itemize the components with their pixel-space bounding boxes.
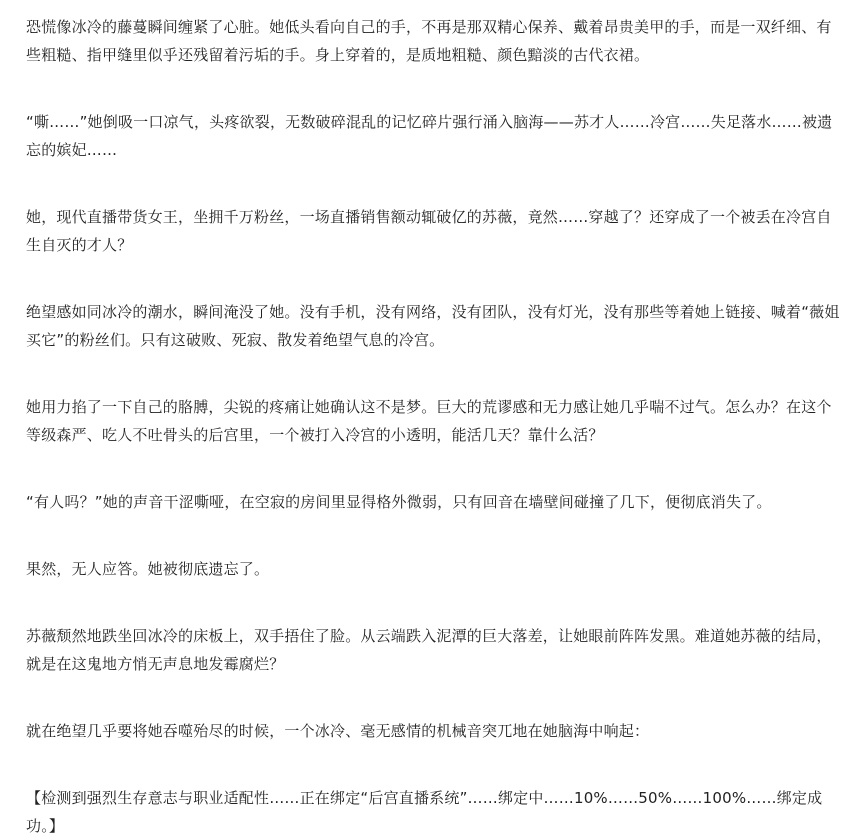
paragraph-1: 恐慌像冰冷的藤蔓瞬间缠紧了心脏。她低头看向自己的手，不再是那双精心保养、戴着昂贵美甲的手，而是一双纤细、有些粗糙、指甲缝里似乎还残留着污垢的手。身上穿着的，是质地粗糙、颜色黯淡的古代衣裙。 (26, 18, 832, 64)
paragraph-4: 绝望感如同冰冷的潮水，瞬间淹没了她。没有手机，没有网络，没有团队，没有灯光，没有那些等着她上链接、喊着“薇姐买它”的粉丝们。只有这破败、死寂、散发着绝望气息的冷宫。 (26, 303, 840, 349)
paragraph-5: 她用力掐了一下自己的胳膊，尖锐的疼痛让她确认这不是梦。巨大的荒谬感和无力感让她几乎喘不过气。怎么办？在这个等级森严、吃人不吐骨头的后宫里，一个被打入冷宫的小透明，能活几天？靠什么活？ (26, 398, 832, 444)
paragraph-6: “有人吗？”她的声音干涩嘶哑，在空寂的房间里显得格外微弱，只有回音在墙壁间碰撞了几下，便彻底消失了。 (26, 493, 772, 511)
paragraph-2: “嘶……”她倒吸一口凉气，头疼欲裂，无数破碎混乱的记忆碎片强行涌入脑海——苏才人……冷宫……失足落水……被遗忘的嫔妃…… (26, 113, 833, 159)
paragraph-9: 就在绝望几乎要将她吞噬殆尽的时候，一个冰冷、毫无感情的机械音突兀地在她脑海中响起： (26, 722, 650, 740)
paragraph-10: 【检测到强烈生存意志与职业适配性……正在绑定“后宫直播系统”……绑定中……10%……50%……100%……绑定成功。】 (26, 789, 823, 835)
paragraph-7: 果然，无人应答。她被彻底遗忘了。 (26, 560, 270, 578)
paragraph-8: 苏薇颓然地跌坐回冰冷的床板上，双手捂住了脸。从云端跌入泥潭的巨大落差，让她眼前阵阵发黑。难道她苏薇的结局，就是在这鬼地方悄无声息地发霉腐烂？ (26, 627, 832, 673)
paragraph-3: 她，现代直播带货女王，坐拥千万粉丝，一场直播销售额动辄破亿的苏薇，竟然……穿越了？还穿成了一个被丢在冷宫自生自灭的才人？ (26, 208, 832, 254)
